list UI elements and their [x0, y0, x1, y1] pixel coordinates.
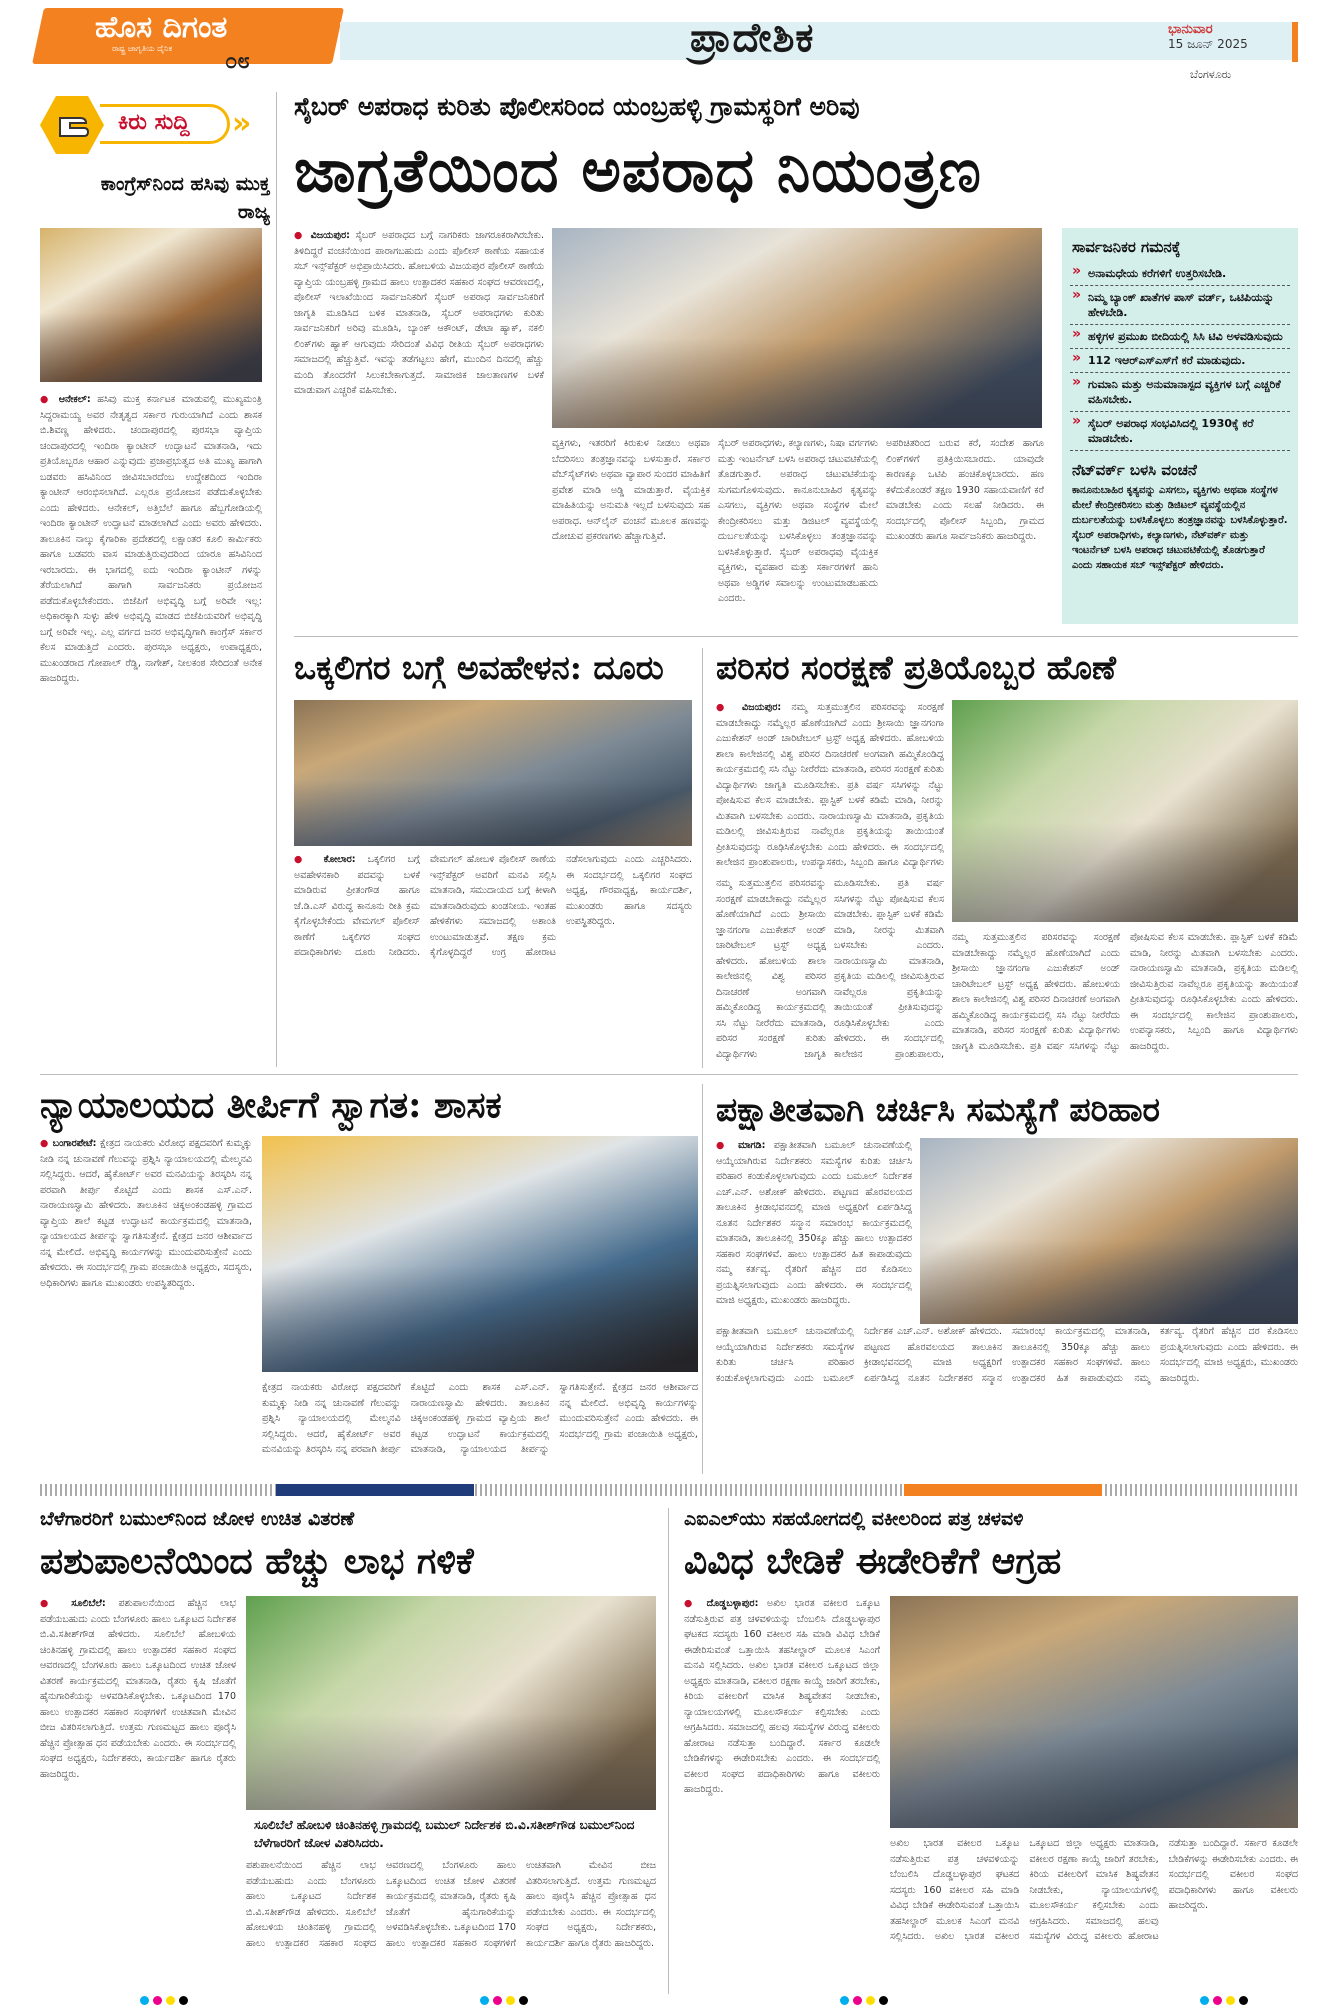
kiru-suddi-label: ಕಿರು ಸುದ್ದಿ	[118, 110, 190, 135]
notice-box	[1062, 228, 1298, 624]
section-strip	[40, 1484, 1298, 1496]
kiru-suddi-headline: ಕಾಂಗ್ರೆಸ್‌ನಿಂದ ಹಸಿವು ಮುಕ್ತ ರಾಜ್ಯ	[100, 173, 270, 223]
lead-col2: ಸೈಬರ್ ಅಪರಾಧಗಳು, ಕಲ್ಯಾಣಗಳು, ನಿಷಾ ವರ್ಗಗಳು ಮತ್ತು ಇಂಟರ್ನೆಟ್ ಬಳಸಿ ಅಪರಾಧ ಚಟುವಟಿಕೆಯಲ್ಲಿ ತೊಡಗುತ್ತಾರೆ. ಅಪರಾಧ ಚಟುವಟಿಕೆಯನ್ನು ಸುಗಮಗೊಳಿಸುವುದು. ಕಾನೂನುಬಾಹಿರ ಕೃತ್ಯವನ್ನು ಎಸಗಲು, ವ್ಯಕ್ತಿಗಳು ಅಥವಾ ಸಂಸ್ಥೆಗಳ ಮೇಲೆ ಕೇಂದ್ರೀಕರಿಸಲು ಮತ್ತು ಡಿಜಿಟಲ್ ವ್ಯವಸ್ಥೆಯಲ್ಲಿ ದುರ್ಬಲತೆಯನ್ನು ಬಳಸಿಕೊಳ್ಳಲು ತಂತ್ರಜ್ಞಾನವನ್ನು ಬಳಸಿಕೊಳ್ಳುತ್ತಾರೆ. ಸೈಬರ್ ಅಪರಾಧವು ವೈಯಕ್ತಿಕ ವ್ಯಕ್ತಿಗಳು, ವ್ಯವಹಾರ ಮತ್ತು ಸರ್ಕಾರಗಳಿಗೆ ಹಾನಿ ಅಥವಾ ಅಡ್ಡಿಗಳ ಸವಾಲನ್ನು ಉಂಟುಮಾಡಬಹುದು ಎಂದರು.	[718, 438, 878, 604]
pashupalane-body	[40, 1596, 236, 1992]
lead-col1	[294, 228, 544, 620]
column-rule	[668, 1508, 669, 1994]
lead-col4: ಅಪರಿಚಿತರಿಂದ ಬರುವ ಕರೆ, ಸಂದೇಶ ಹಾಗೂ ಲಿಂಕ್‌ಗಳಿಗೆ ಪ್ರತಿಕ್ರಿಯಿಸಬಾರದು. ಯಾವುದೇ ಕಾರಣಕ್ಕೂ ಒಟಿಪಿ ಹಂಚಿಕೊಳ್ಳಬಾರದು. ಹಣ ಕಳೆದುಕೊಂಡರೆ ತಕ್ಷಣ 1930 ಸಹಾಯವಾಣಿಗೆ ಕರೆ ಮಾಡಬೇಕು ಎಂದು ಸಲಹೆ ನೀಡಿದರು. ಈ ಸಂದರ್ಭದಲ್ಲಿ ಪೊಲೀಸ್ ಸಿಬ್ಬಂದಿ, ಗ್ರಾಮದ ಮುಖಂಡರು ಹಾಗೂ ಸಾರ್ವಜನಿಕರು ಹಾಜರಿದ್ದರು.	[886, 438, 1044, 542]
paper-name: ಹೊಸ ದಿಗಂತ	[95, 10, 228, 45]
notice-item: » ಅನಾಮಧೇಯ ಕರೆಗಳಿಗೆ ಉತ್ತರಿಸಬೇಡಿ.	[1070, 262, 1290, 286]
pashupalane-photo	[246, 1596, 656, 1810]
pointing-hand-icon	[40, 96, 104, 154]
notice-item: » 112 ಇಆರ್‌ಎಸ್‌ಎಸ್‌ಗೆ ಕರೆ ಮಾಡುವುದು.	[1070, 349, 1290, 373]
notice-box-title: ಸಾರ್ವಜನಿಕರ ಗಮನಕ್ಕೆ	[1072, 238, 1181, 256]
okkaliga-headline: ಒಕ್ಕಲಿಗರ ಬಗ್ಗೆ ಅವಹೇಳನ: ದೂರು	[294, 648, 664, 687]
parisara-body-bottom: ನಮ್ಮ ಸುತ್ತಮುತ್ತಲಿನ ಪರಿಸರವನ್ನು ಸಂರಕ್ಷಣೆ ಮಾಡಬೇಕಾದ್ದು ನಮ್ಮೆಲ್ಲರ ಹೊಣೆಯಾಗಿದೆ ಎಂದು ಶ್ರೀಸಾಯಿ ಜ್ಞಾನಗಂಗಾ ಎಜುಕೇಶನ್ ಅಂಡ್ ಚಾರಿಟೇಬಲ್ ಟ್ರಸ್ಟ್ ಅಧ್ಯಕ್ಷ ಹೇಳಿದರು. ಹೋಬಳಿಯ ಶಾಲಾ ಕಾಲೇಜಿನಲ್ಲಿ ವಿಶ್ವ ಪರಿಸರ ದಿನಾಚರಣೆ ಅಂಗವಾಗಿ ಹಮ್ಮಿಕೊಂಡಿದ್ದ ಕಾರ್ಯಕ್ರಮದಲ್ಲಿ ಸಸಿ ನೆಟ್ಟು ನೀರೆರೆದು ಮಾತನಾಡಿ, ಪರಿಸರ ಸಂರಕ್ಷಣೆ ಕುರಿತು ವಿದ್ಯಾರ್ಥಿಗಳು ಜಾಗೃತಿ ಮೂಡಿಸಬೇಕು. ಪ್ರತಿ ವರ್ಷ ಸಸಿಗಳನ್ನು ನೆಟ್ಟು ಪೋಷಿಸುವ ಕೆಲಸ ಮಾಡಬೇಕು. ಪ್ಲಾಸ್ಟಿಕ್ ಬಳಕೆ ಕಡಿಮೆ ಮಾಡಿ, ನೀರನ್ನು ಮಿತವಾಗಿ ಬಳಸಬೇಕು ಎಂದರು. ನಾರಾಯಣಸ್ವಾಮಿ ಮಾತನಾಡಿ, ಪ್ರಕೃತಿಯ ಮಡಿಲಲ್ಲಿ ಜೀವಿಸುತ್ತಿರುವ ನಾವೆಲ್ಲರೂ ಪ್ರಕೃತಿಯನ್ನು ತಾಯಿಯಂತೆ ಪ್ರೀತಿಸುವುದನ್ನು ರೂಢಿಸಿಕೊಳ್ಳಬೇಕು ಎಂದು ಹೇಳಿದರು. ಈ ಸಂದರ್ಭದಲ್ಲಿ ಕಾಲೇಜಿನ ಪ್ರಾಂಶುಪಾಲರು,	[716, 878, 944, 1060]
vakeelaru-body-bottom: ಅಖಿಲ ಭಾರತ ವಕೀಲರ ಒಕ್ಕೂಟ ನಡೆಸುತ್ತಿರುವ ಪತ್ರ ಚಳವಳಿಯನ್ನು ಬೆಂಬಲಿಸಿ ದೊಡ್ಡಬಳ್ಳಾಪುರ ಘಟಕದ ಸದಸ್ಯರು 160 ವಕೀಲರ ಸಹಿ ಮಾಡಿ ವಿವಿಧ ಬೇಡಿಕೆ ಈಡೇರಿಸುವಂತೆ ಒತ್ತಾಯಿಸಿ ತಹಸೀಲ್ದಾರ್ ಮೂಲಕ ಸಿಎಂಗೆ ಮನವಿ ಸಲ್ಲಿಸಿದರು. ಅಖಿಲ ಭಾರತ ವಕೀಲರ ಒಕ್ಕೂಟದ ಜಿಲ್ಲಾ ಅಧ್ಯಕ್ಷರು ಮಾತನಾಡಿ, ವಕೀಲರ ರಕ್ಷಣಾ ಕಾಯ್ದೆ ಜಾರಿಗೆ ತರಬೇಕು, ಕಿರಿಯ ವಕೀಲರಿಗೆ ಮಾಸಿಕ ಶಿಷ್ಯವೇತನ ನೀಡಬೇಕು, ನ್ಯಾಯಾಲಯಗಳಲ್ಲಿ ಮೂಲಸೌಕರ್ಯ ಕಲ್ಪಿಸಬೇಕು ಎಂದು ಆಗ್ರಹಿಸಿದರು. ಸಮಾಜದಲ್ಲಿ ಹಲವು ಸಮಸ್ಯೆಗಳ ವಿರುದ್ಧ ವಕೀಲರು ಹೋರಾಟ ನಡೆಸುತ್ತಾ ಬಂದಿದ್ದಾರೆ. ಸರ್ಕಾರ ಕೂಡಲೇ ಬೇಡಿಕೆಗಳನ್ನು ಈಡೇರಿಸಬೇಕು ಎಂದರು. ಈ ಸಂದರ್ಭದಲ್ಲಿ ವಕೀಲರ ಸಂಘದ ಪದಾಧಿಕಾರಿಗಳು ಹಾಗೂ ವಕೀಲರು ಹಾಜರಿದ್ದರು.	[890, 1838, 1298, 1942]
pashupalane-caption: ಸೂಲಿಬೆಲೆ ಹೋಬಳಿ ಚಿಂತಿನಹಳ್ಳಿ ಗ್ರಾಮದಲ್ಲಿ ಬಮುಲ್ ನಿರ್ದೇಶಕ ಬಿ.ವಿ.ಸತೀಶ್‌ಗೌಡ ಬಮುಲ್‌ನಿಂದ ಬೆಳೆಗಾರರಿಗೆ ಜೋಳ ವಿತರಿಸಿದರು.	[254, 1818, 635, 1850]
parisara-headline: ಪರಿಸರ ಸಂರಕ್ಷಣೆ ಪ್ರತಿಯೊಬ್ಬರ ಹೊಣೆ	[716, 648, 1117, 687]
column-rule	[702, 1084, 703, 1474]
section-title: ಪ್ರಾದೇಶಿಕ	[690, 14, 815, 61]
pakshatita-text: ಪಕ್ಷಾತೀತವಾಗಿ ಬಮೂಲ್ ಚುನಾವಣೆಯಲ್ಲಿ ಆಯ್ಕೆಯಾಗಿರುವ ನಿರ್ದೇಶಕರು ಸಮಸ್ಯೆಗಳ ಕುರಿತು ಚರ್ಚಿಸಿ ಪರಿಹಾರ ಕಂಡುಕೊಳ್ಳಲಾಗುವುದು ಎಂದು ಬಮೂಲ್ ನಿರ್ದೇಶಕ ಎಚ್.ಎನ್. ಅಶೋಕ್ ಹೇಳಿದರು. ಪಟ್ಟಣದ ಹೊರವಲಯದ ತಾಲೂಕಿನ ಕ್ರೀಡಾಭವನದಲ್ಲಿ ಮಾಜಿ ಅಧ್ಯಕ್ಷರಿಗೆ ಏರ್ಪಡಿಸಿದ್ದ ನೂತನ ನಿರ್ದೇಶಕರ ಸನ್ಮಾನ ಸಮಾರಂಭ ಕಾರ್ಯಕ್ರಮದಲ್ಲಿ ಮಾತನಾಡಿ, ತಾಲೂಕಿನಲ್ಲಿ 350ಕ್ಕೂ ಹೆಚ್ಚು ಹಾಲು ಉತ್ಪಾದಕರ ಸಹಕಾರ ಸಂಘಗಳಿವೆ. ಹಾಲು ಉತ್ಪಾದಕರ ಹಿತ ಕಾಪಾಡುವುದು ನಮ್ಮ ಕರ್ತವ್ಯ. ರೈತರಿಗೆ ಹೆಚ್ಚಿನ ದರ ಕೊಡಿಸಲು ಪ್ರಯತ್ನಿಸಲಾಗುವುದು ಎಂದು ಹೇಳಿದರು. ಈ ಸಂದರ್ಭದಲ್ಲಿ ಮಾಜಿ ಅಧ್ಯಕ್ಷರು, ಮುಖಂಡರು ಹಾಜರಿದ್ದರು.	[716, 1140, 912, 1306]
okkaliga-body	[294, 852, 692, 1062]
day: ಭಾನುವಾರ	[1168, 22, 1213, 37]
notice-box-paragraph: ಕಾನೂನುಬಾಹಿರ ಕೃತ್ಯವನ್ನು ಎಸಗಲು, ವ್ಯಕ್ತಿಗಳು ಅಥವಾ ಸಂಸ್ಥೆಗಳ ಮೇಲೆ ಕೇಂದ್ರೀಕರಿಸಲು ಮತ್ತು ಡಿಜಿಟಲ್ ವ್ಯವಸ್ಥೆಯಲ್ಲಿನ ದುರ್ಬಲತೆಯನ್ನು ಬಳಸಿಕೊಳ್ಳಲು ತಂತ್ರಜ್ಞಾನವನ್ನು ಬಳಸಿಕೊಳ್ಳುತ್ತಾರೆ. ಸೈಬರ್ ಅಪರಾಧಿಗಳು, ಕಲ್ಯಾಣಗಳು, ನೆಟ್‌ವರ್ಕ್ ಮತ್ತು ಇಂಟರ್ನೆಟ್ ಬಳಸಿ ಅಪರಾಧ ಚಟುವಟಿಕೆಯಲ್ಲಿ ತೊಡಗುತ್ತಾರೆ ಎಂದು ಸಹಾಯಕ ಸಬ್ ಇನ್ಸ್‌ಪೆಕ್ಟರ್ ಹೇಳಿದರು.	[1072, 485, 1288, 571]
lead-col1-text: ಸೈಬರ್ ಅಪರಾಧದ ಬಗ್ಗೆ ನಾಗರಿಕರು ಜಾಗರೂಕರಾಗಿರಬೇಕು. ತಿಳಿದಿದ್ದರೆ ವಂಚನೆಯಿಂದ ಪಾರಾಗಬಹುದು ಎಂದು ಪೊಲೀಸ್ ಠಾಣೆಯ ಸಹಾಯಕ ಸಬ್ ಇನ್ಸ್‌ಪೆಕ್ಟರ್ ಅಭಿಪ್ರಾಯಿಸಿದರು. ಹೋಬಳಿಯ ವಿಜಯಪುರ ಪೊಲೀಸ್ ಠಾಣೆಯ ವ್ಯಾಪ್ತಿಯ ಯಂಬ್ರಹಳ್ಳಿ ಗ್ರಾಮದ ಹಾಲು ಉತ್ಪಾದಕರ ಸಹಕಾರ ಸಂಘದ ಆವರಣದಲ್ಲಿ, ಪೊಲೀಸ್ ಇಲಾಖೆಯಿಂದ ಸಾರ್ವಜನಿಕರಿಗೆ ಸೈಬರ್ ಅಪರಾಧ ಸಾರ್ವಜನಿಕರಿಗೆ ಜಾಗೃತಿ ಮೂಡಿಸಿದ ಬಳಿಕ ಮಾತನಾಡಿ, ಸೈಬರ್ ಅಪರಾಧಗಳು ಕುರಿತು ಸಾರ್ವಜನಿಕರಿಗೆ ಅರಿವು ಮೂಡಿಸಿ, ಬ್ಯಾಂಕ್ ಆಕೌಂಟ್, ಡೇಟಾ ಹ್ಯಾಕ್, ನಕಲಿ ಲಿಂಕ್‌ಗಳು ಹ್ಯಾಕ್ ಆಗುವುದು ಸೇರಿದಂತೆ ವಿವಿಧ ರೀತಿಯ ಸೈಬರ್ ಅಪರಾಧಗಳು ಸಮಾಜದಲ್ಲಿ ಹೆಚ್ಚುತ್ತಿವೆ. ಇವನ್ನು ತಡೆಗಟ್ಟಲು ಹೇಗೆ, ಮುಂದಿನ ದಿನದಲ್ಲಿ ಹೆಚ್ಚು ಮಂದಿ ತೊಂದರೆಗೆ ಸಿಲುಕಬೇಕಾಗುತ್ತದೆ. ಸಾಮಾಜಿಕ ಜಾಲತಾಣಗಳ ಬಳಕೆ ಮಾಡುವಾಗ ಎಚ್ಚರಿಕೆ ವಹಿಸಬೇಕು.	[294, 230, 544, 396]
okkaliga-photo	[294, 700, 692, 846]
parisara-photo	[952, 700, 1298, 922]
pashupalane-dateline: ● ಸೂಲಿಬೆಲೆ:	[40, 1598, 106, 1609]
vakeelaru-headline: ವಿವಿಧ ಬೇಡಿಕೆ ಈಡೇರಿಕೆಗೆ ಆಗ್ರಹ	[684, 1540, 1062, 1582]
pashupalane-kicker: ಬೆಳೆಗಾರರಿಗೆ ಬಮುಲ್‌ನಿಂದ ಜೋಳ ಉಚಿತ ವಿತರಣೆ	[40, 1508, 355, 1530]
notice-box-subtitle: ನೆಟ್‌ವರ್ಕ್ ಬಳಸಿ ವಂಚನೆ	[1072, 461, 1197, 479]
divider	[40, 1074, 1298, 1075]
lead-col3: ವ್ಯಕ್ತಿಗಳು, ಇತರರಿಗೆ ಕಿರುಕುಳ ನೀಡಲು ಅಥವಾ ಬೆದರಿಸಲು ತಂತ್ರಜ್ಞಾನವನ್ನು ಬಳಸುತ್ತಾರೆ. ಸರ್ಕಾರ ವೆಬ್‌ಸೈಟ್‌ಗಳು ಅಥವಾ ವ್ಯಾಪಾರ ಸುಂದರ ಮಾಹಿತಿಗೆ ಪ್ರವೇಶ ಮಾಡಿ ಅಡ್ಡಿ ಮಾಡುತ್ತಾರೆ. ವೈಯಕ್ತಿಕ ಮಾಹಿತಿಯನ್ನು ಅನುಮತಿ ಇಲ್ಲದೆ ಬಳಸುವುದು ಸಹ ಅಪರಾಧ. ಆನ್‌ಲೈನ್ ವಂಚನೆ ಮೂಲಕ ಹಣವನ್ನು ದೋಚುವ ಪ್ರಕರಣಗಳು ಹೆಚ್ಚಾಗುತ್ತಿವೆ.	[552, 438, 710, 542]
color-registration-marks	[140, 1996, 188, 2005]
kiru-suddi-text: ಹಸಿವು ಮುಕ್ತ ಕರ್ನಾಟಕ ಮಾಡುವಲ್ಲಿ ಮುಖ್ಯಮಂತ್ರಿ ಸಿದ್ದರಾಮಯ್ಯ ಅವರ ನೇತೃತ್ವದ ಸರ್ಕಾರ ಗುರುಯಾಗಿದೆ ಎಂದು ಶಾಸಕ ಬಿ.ಶಿವಣ್ಣ ಹೇಳಿದರು. ಚಂದಾಪುರದಲ್ಲಿ ಪುರಸಭಾ ವ್ಯಾಪ್ತಿಯ ಚಂದಾಪುರದಲ್ಲಿ ಇಂದಿರಾ ಕ್ಯಾಂಟೀನ್ ಉದ್ಘಾಟನೆ ಮಾತನಾಡಿ, ಇದು ಪ್ರತಿಯೊಬ್ಬರೂ ಆಹಾರ ಎನ್ನುವುದು ಪ್ರಜಾಪ್ರಭುತ್ವದ ಅತಿ ಮುಖ್ಯ ಹಾಗಾಗಿ ಬಡವರು ಹಸಿವಿನಿಂದ ಜೀವಿಸಬಾರದೆಂಬ ಉದ್ದೇಶದಿಂದ ಇಂದಿರಾ ಕ್ಯಾಂಟೀನ್ ಆರಂಭಿಸಲಾಗಿದೆ. ಎಲ್ಲರೂ ಪ್ರಯೋಜನ ಪಡೆದುಕೊಳ್ಳಬೇಕು ಎಂದು ಹೇಳಿದರು. ಆನೇಕಲ್, ಅತ್ತಿಬೆಲೆ ಹಾಗೂ ಹೆಬ್ಬಗೋಡಿಯಲ್ಲಿ ಇಂದಿರಾ ಕ್ಯಾಂಟೀನ್ ಉದ್ಘಾಟನೆ ಮಾಡಲಾಗಿದೆ ಎಂದು ಅವರು ಹೇಳಿದರು. ತಾಲೂಕಿನ ನಾಲ್ಕು ಕೈಗಾರಿಕಾ ಪ್ರದೇಶದಲ್ಲಿ ಲಕ್ಷಾಂತರ ಕೂಲಿ ಕಾರ್ಮಿಕರು ಹಾಗೂ ಬಡವರು ವಾಸ ಮಾಡುತ್ತಿರುವುದರಿಂದ ಯಾರೂ ಹಸಿವಿನಿಂದ ಇರಬಾರದು. ಈ ಭಾಗದಲ್ಲಿ ಐದು ಇಂದಿರಾ ಕ್ಯಾಂಟೀನ್ ಗಳನ್ನು ತೆರೆಯಲಾಗಿದೆ ಹಾಗಾಗಿ ಸಾರ್ವಜನಿಕರು ಪ್ರಯೋಜನ ಪಡೆದುಕೊಳ್ಳಬೇಕೆಂದರು. ಬಿಜೆಪಿಗೆ ಅಭಿವೃದ್ಧಿ ಬಗ್ಗೆ ಅರಿವೇ ಇಲ್ಲ: ಅಧಿಕಾರಕ್ಕಾಗಿ ಸುಳ್ಳು ಹೇಳಿ ಅಭಿವೃದ್ಧಿ ಮಾಡದ ಬಿಜೆಪಿಯವರಿಗೆ ಅಭಿವೃದ್ಧಿ ಬಗ್ಗೆ ಅರಿವೇ ಇಲ್ಲ. ಎಲ್ಲ ವರ್ಗದ ಜನರ ಅಭಿವೃದ್ಧಿಗಾಗಿ ಕಾಂಗ್ರೆಸ್ ಸರ್ಕಾರ ಕೆಲಸ ಮಾಡುತ್ತಿದೆ ಎಂದರು. ಪುರಸಭಾ ಅಧ್ಯಕ್ಷರು, ಉಪಾಧ್ಯಕ್ಷರು, ಮುಖಂಡರಾದ ಗೋಪಾಲ್ ರೆಡ್ಡಿ, ನಾಗೇಶ್, ನೀಲಕಂಠ ಸೇರಿದಂತೆ ಅನೇಕ ಹಾಜರಿದ್ದರು.	[40, 394, 262, 684]
nyayalaya-text: ಕ್ಷೇತ್ರದ ನಾಯಕರು ವಿರೋಧ ಪಕ್ಷದವರಿಗೆ ಕುಮ್ಮಕ್ಕು ನೀಡಿ ನನ್ನ ಚುನಾವಣೆ ಗೆಲುವನ್ನು ಪ್ರಶ್ನಿಸಿ ನ್ಯಾಯಾಲಯದಲ್ಲಿ ಮೇಲ್ಮನವಿ ಸಲ್ಲಿಸಿದ್ದರು. ಆದರೆ, ಹೈಕೋರ್ಟ್ ಅವರ ಮನವಿಯನ್ನು ತಿರಸ್ಕರಿಸಿ ನನ್ನ ಪರವಾಗಿ ತೀರ್ಪು ಕೊಟ್ಟಿದೆ ಎಂದು ಶಾಸಕ ಎಸ್.ಎನ್. ನಾರಾಯಣಸ್ವಾಮಿ ಹೇಳಿದರು. ತಾಲೂಕಿನ ಚಿಕ್ಕಅಂಕಂಡಹಳ್ಳಿ ಗ್ರಾಮದ ವ್ಯಾಪ್ತಿಯ ಶಾಲೆ ಕಟ್ಟಡ ಉದ್ಘಾಟನೆ ಕಾರ್ಯಕ್ರಮದಲ್ಲಿ ಮಾತನಾಡಿ, ನ್ಯಾಯಾಲಯದ ತೀರ್ಪನ್ನು ಸ್ವಾಗತಿಸುತ್ತೇನೆ. ಕ್ಷೇತ್ರದ ಜನರ ಆಶೀರ್ವಾದ ನನ್ನ ಮೇಲಿದೆ. ಅಭಿವೃದ್ಧಿ ಕಾರ್ಯಗಳನ್ನು ಮುಂದುವರಿಸುತ್ತೇನೆ ಎಂದು ಹೇಳಿದರು. ಈ ಸಂದರ್ಭದಲ್ಲಿ ಗ್ರಾಮ ಪಂಚಾಯಿತಿ ಅಧ್ಯಕ್ಷರು, ಸದಸ್ಯರು, ಅಧಿಕಾರಿಗಳು ಹಾಗೂ ಮುಖಂಡರು ಉಪಸ್ಥಿತರಿದ್ದರು.	[40, 1138, 252, 1289]
column-rule	[702, 648, 703, 1068]
lead-dateline: ● ವಿಜಯಪುರ:	[294, 230, 350, 241]
vakeelaru-body	[684, 1596, 880, 1992]
parisara-body-top	[716, 700, 944, 870]
strip-accent-orange	[904, 1484, 1102, 1496]
pashupalane-headline: ಪಶುಪಾಲನೆಯಿಂದ ಹೆಚ್ಚು ಲಾಭ ಗಳಿಕೆ	[40, 1540, 474, 1582]
paper-tagline: ರಾಷ್ಟ್ರ ಜಾಗೃತಿಯ ದೈನಿಕ	[112, 44, 173, 53]
section-band	[340, 22, 1298, 60]
pakshatita-headline: ಪಕ್ಷಾತೀತವಾಗಿ ಚರ್ಚಿಸಿ ಸಮಸ್ಯೆಗೆ ಪರಿಹಾರ	[716, 1090, 1160, 1129]
pakshatita-body-bottom: ಪಕ್ಷಾತೀತವಾಗಿ ಬಮೂಲ್ ಚುನಾವಣೆಯಲ್ಲಿ ಆಯ್ಕೆಯಾಗಿರುವ ನಿರ್ದೇಶಕರು ಸಮಸ್ಯೆಗಳ ಕುರಿತು ಚರ್ಚಿಸಿ ಪರಿಹಾರ ಕಂಡುಕೊಳ್ಳಲಾಗುವುದು ಎಂದು ಬಮೂಲ್ ನಿರ್ದೇಶಕ ಎಚ್.ಎನ್. ಅಶೋಕ್ ಹೇಳಿದರು. ಪಟ್ಟಣದ ಹೊರವಲಯದ ತಾಲೂಕಿನ ಕ್ರೀಡಾಭವನದಲ್ಲಿ ಮಾಜಿ ಅಧ್ಯಕ್ಷರಿಗೆ ಏರ್ಪಡಿಸಿದ್ದ ನೂತನ ನಿರ್ದೇಶಕರ ಸನ್ಮಾನ ಸಮಾರಂಭ ಕಾರ್ಯಕ್ರಮದಲ್ಲಿ ಮಾತನಾಡಿ, ತಾಲೂಕಿನಲ್ಲಿ 350ಕ್ಕೂ ಹೆಚ್ಚು ಹಾಲು ಉತ್ಪಾದಕರ ಸಹಕಾರ ಸಂಘಗಳಿವೆ. ಹಾಲು ಉತ್ಪಾದಕರ ಹಿತ ಕಾಪಾಡುವುದು ನಮ್ಮ ಕರ್ತವ್ಯ. ರೈತರಿಗೆ ಹೆಚ್ಚಿನ ದರ ಕೊಡಿಸಲು ಪ್ರಯತ್ನಿಸಲಾಗುವುದು ಎಂದು ಹೇಳಿದರು. ಈ ಸಂದರ್ಭದಲ್ಲಿ ಮಾಜಿ ಅಧ್ಯಕ್ಷರು, ಮುಖಂಡರು ಹಾಜರಿದ್ದರು.	[716, 1326, 1298, 1384]
page-number: ೦೮	[225, 48, 250, 74]
notice-item: » ಸೈಬರ್ ಅಪರಾಧ ಸಂಭವಿಸಿದಲ್ಲಿ 1930ಕ್ಕೆ ಕರೆ ಮಾಡಬೇಕು.	[1070, 412, 1290, 451]
vakeelaru-kicker: ಎಐಎಲ್‌ಯು ಸಹಯೋಗದಲ್ಲಿ ವಕೀಲರಿಂದ ಪತ್ರ ಚಳವಳಿ	[684, 1508, 1024, 1530]
parisara-body-right: ನಮ್ಮ ಸುತ್ತಮುತ್ತಲಿನ ಪರಿಸರವನ್ನು ಸಂರಕ್ಷಣೆ ಮಾಡಬೇಕಾದ್ದು ನಮ್ಮೆಲ್ಲರ ಹೊಣೆಯಾಗಿದೆ ಎಂದು ಶ್ರೀಸಾಯಿ ಜ್ಞಾನಗಂಗಾ ಎಜುಕೇಶನ್ ಅಂಡ್ ಚಾರಿಟೇಬಲ್ ಟ್ರಸ್ಟ್ ಅಧ್ಯಕ್ಷ ಹೇಳಿದರು. ಹೋಬಳಿಯ ಶಾಲಾ ಕಾಲೇಜಿನಲ್ಲಿ ವಿಶ್ವ ಪರಿಸರ ದಿನಾಚರಣೆ ಅಂಗವಾಗಿ ಹಮ್ಮಿಕೊಂಡಿದ್ದ ಕಾರ್ಯಕ್ರಮದಲ್ಲಿ ಸಸಿ ನೆಟ್ಟು ನೀರೆರೆದು ಮಾತನಾಡಿ, ಪರಿಸರ ಸಂರಕ್ಷಣೆ ಕುರಿತು ವಿದ್ಯಾರ್ಥಿಗಳು ಜಾಗೃತಿ ಮೂಡಿಸಬೇಕು. ಪ್ರತಿ ವರ್ಷ ಸಸಿಗಳನ್ನು ನೆಟ್ಟು ಪೋಷಿಸುವ ಕೆಲಸ ಮಾಡಬೇಕು. ಪ್ಲಾಸ್ಟಿಕ್ ಬಳಕೆ ಕಡಿಮೆ ಮಾಡಿ, ನೀರನ್ನು ಮಿತವಾಗಿ ಬಳಸಬೇಕು ಎಂದರು. ನಾರಾಯಣಸ್ವಾಮಿ ಮಾತನಾಡಿ, ಪ್ರಕೃತಿಯ ಮಡಿಲಲ್ಲಿ ಜೀವಿಸುತ್ತಿರುವ ನಾವೆಲ್ಲರೂ ಪ್ರಕೃತಿಯನ್ನು ತಾಯಿಯಂತೆ ಪ್ರೀತಿಸುವುದನ್ನು ರೂಢಿಸಿಕೊಳ್ಳಬೇಕು ಎಂದು ಹೇಳಿದರು. ಈ ಸಂದರ್ಭದಲ್ಲಿ ಕಾಲೇಜಿನ ಪ್ರಾಂಶುಪಾಲರು, ಉಪನ್ಯಾಸಕರು, ಸಿಬ್ಬಂದಿ ಹಾಗೂ ವಿದ್ಯಾರ್ಥಿಗಳು ಹಾಜರಿದ್ದರು.	[952, 932, 1298, 1052]
kiru-suddi-dateline: ● ಆನೇಕಲ್‌:	[40, 394, 91, 405]
nyayalaya-body-bottom: ಕ್ಷೇತ್ರದ ನಾಯಕರು ವಿರೋಧ ಪಕ್ಷದವರಿಗೆ ಕುಮ್ಮಕ್ಕು ನೀಡಿ ನನ್ನ ಚುನಾವಣೆ ಗೆಲುವನ್ನು ಪ್ರಶ್ನಿಸಿ ನ್ಯಾಯಾಲಯದಲ್ಲಿ ಮೇಲ್ಮನವಿ ಸಲ್ಲಿಸಿದ್ದರು. ಆದರೆ, ಹೈಕೋರ್ಟ್ ಅವರ ಮನವಿಯನ್ನು ತಿರಸ್ಕರಿಸಿ ನನ್ನ ಪರವಾಗಿ ತೀರ್ಪು ಕೊಟ್ಟಿದೆ ಎಂದು ಶಾಸಕ ಎಸ್.ಎನ್. ನಾರಾಯಣಸ್ವಾಮಿ ಹೇಳಿದರು. ತಾಲೂಕಿನ ಚಿಕ್ಕಅಂಕಂಡಹಳ್ಳಿ ಗ್ರಾಮದ ವ್ಯಾಪ್ತಿಯ ಶಾಲೆ ಕಟ್ಟಡ ಉದ್ಘಾಟನೆ ಕಾರ್ಯಕ್ರಮದಲ್ಲಿ ಮಾತನಾಡಿ, ನ್ಯಾಯಾಲಯದ ತೀರ್ಪನ್ನು ಸ್ವಾಗತಿಸುತ್ತೇನೆ. ಕ್ಷೇತ್ರದ ಜನರ ಆಶೀರ್ವಾದ ನನ್ನ ಮೇಲಿದೆ. ಅಭಿವೃದ್ಧಿ ಕಾರ್ಯಗಳನ್ನು ಮುಂದುವರಿಸುತ್ತೇನೆ ಎಂದು ಹೇಳಿದರು. ಈ ಸಂದರ್ಭದಲ್ಲಿ ಗ್ರಾಮ ಪಂಚಾಯಿತಿ ಅಧ್ಯಕ್ಷರು,	[262, 1382, 698, 1455]
nyayalaya-headline: ನ್ಯಾಯಾಲಯದ ತೀರ್ಪಿಗೆ ಸ್ವಾಗತ: ಶಾಸಕ	[40, 1084, 502, 1126]
okkaliga-text: ಒಕ್ಕಲಿಗರ ಬಗ್ಗೆ ಅವಹೇಳನಕಾರಿ ಪದವನ್ನು ಬಳಕೆ ಮಾಡಿರುವ ಪ್ರೀತಂಗೌಡ ಹಾಗೂ ಜೆ.ಡಿ.ಎಸ್ ವಿರುದ್ಧ ಕಾನೂನು ರೀತಿ ಕ್ರಮ ಕೈಗೊಳ್ಳಬೇಕೆಂದು ವೇಮಗಲ್ ಪೊಲೀಸ್ ಠಾಣೆಗೆ ಒಕ್ಕಲಿಗರ ಸಂಘದ ಪದಾಧಿಕಾರಿಗಳು ದೂರು ನೀಡಿದರು. ವೇಮಗಲ್ ಹೋಬಳಿ ಪೊಲೀಸ್ ಠಾಣೆಯ ಇನ್ಸ್‌ಪೆಕ್ಟರ್ ಅವರಿಗೆ ಮನವಿ ಸಲ್ಲಿಸಿ ಮಾತನಾಡಿ, ಸಮುದಾಯದ ಬಗ್ಗೆ ಕೀಳಾಗಿ ಮಾತನಾಡಿರುವುದು ಖಂಡನೀಯ. ಇಂತಹ ಹೇಳಿಕೆಗಳು ಸಮಾಜದಲ್ಲಿ ಅಶಾಂತಿ ಉಂಟುಮಾಡುತ್ತವೆ. ತಕ್ಷಣ ಕ್ರಮ ಕೈಗೊಳ್ಳದಿದ್ದರೆ ಉಗ್ರ ಹೋರಾಟ ನಡೆಸಲಾಗುವುದು ಎಂದು ಎಚ್ಚರಿಸಿದರು. ಈ ಸಂದರ್ಭದಲ್ಲಿ ಒಕ್ಕಲಿಗರ ಸಂಘದ ಅಧ್ಯಕ್ಷ, ಗೌರವಾಧ್ಯಕ್ಷ, ಕಾರ್ಯದರ್ಶಿ, ಮುಖಂಡರು ಹಾಗೂ ಸದಸ್ಯರು ಉಪಸ್ಥಿತರಿದ್ದರು.	[294, 854, 692, 958]
strip-accent-blue	[276, 1484, 474, 1496]
date-box	[1168, 22, 1298, 62]
pakshatita-photo	[920, 1138, 1298, 1324]
kiru-suddi-body	[40, 392, 262, 1056]
nyayalaya-body	[40, 1136, 252, 1472]
kiru-suddi-photo	[40, 228, 262, 382]
notice-item: » ನಿಮ್ಮ ಬ್ಯಾಂಕ್ ಖಾತೆಗಳ ಪಾಸ್ ವರ್ಡ್, ಒಟಿಪಿಯನ್ನು ಹೇಳಬೇಡಿ.	[1070, 286, 1290, 325]
notice-item: » ಹಳ್ಳಿಗಳ ಪ್ರಮುಖ ಬೀದಿಯಲ್ಲಿ ಸಿಸಿ ಟಿವಿ ಅಳವಡಿಸುವುದು	[1070, 325, 1290, 349]
nyayalaya-dateline: ● ಬಂಗಾರಪೇಟೆ:	[40, 1138, 96, 1149]
color-registration-marks	[840, 1996, 888, 2005]
color-registration-marks	[480, 1996, 528, 2005]
date: 15 ಜೂನ್ 2025	[1168, 37, 1248, 51]
chevron-right-icon: »	[232, 106, 252, 141]
parisara-dateline: ● ವಿಜಯಪುರ:	[716, 702, 781, 713]
lead-kicker: ಸೈಬರ್ ಅಪರಾಧ ಕುರಿತು ಪೊಲೀಸರಿಂದ ಯಂಬ್ರಹಳ್ಳಿ ಗ್ರಾಮಸ್ಥರಿಗೆ ಅರಿವು	[294, 92, 860, 121]
pakshatita-body	[716, 1138, 912, 1316]
vakeelaru-dateline: ● ದೊಡ್ಡಬಳ್ಳಾಪುರ:	[684, 1598, 758, 1609]
lead-photo	[552, 228, 1042, 428]
lead-headline: ಜಾಗ್ರತೆಯಿಂದ ಅಪರಾಧ ನಿಯಂತ್ರಣ	[294, 136, 982, 206]
pashupalane-body-bottom: ಪಶುಪಾಲನೆಯಿಂದ ಹೆಚ್ಚಿನ ಲಾಭ ಪಡೆಯಬಹುದು ಎಂದು ಬೆಂಗಳೂರು ಹಾಲು ಒಕ್ಕೂಟದ ನಿರ್ದೇಶಕ ಬಿ.ವಿ.ಸತೀಶ್‌ಗೌಡ ಹೇಳಿದರು. ಸೂಲಿಬೆಲೆ ಹೋಬಳಿಯ ಚಿಂತಿನಹಳ್ಳಿ ಗ್ರಾಮದಲ್ಲಿ ಹಾಲು ಉತ್ಪಾದಕರ ಸಹಕಾರ ಸಂಘದ ಆವರಣದಲ್ಲಿ ಬೆಂಗಳೂರು ಹಾಲು ಒಕ್ಕೂಟದಿಂದ ಉಚಿತ ಜೋಳ ವಿತರಣೆ ಕಾರ್ಯಕ್ರಮದಲ್ಲಿ ಮಾತನಾಡಿ, ರೈತರು ಕೃಷಿ ಜೊತೆಗೆ ಹೈನುಗಾರಿಕೆಯನ್ನು ಅಳವಡಿಸಿಕೊಳ್ಳಬೇಕು. ಒಕ್ಕೂಟದಿಂದ 170 ಹಾಲು ಉತ್ಪಾದಕರ ಸಹಕಾರ ಸಂಘಗಳಿಗೆ ಉಚಿತವಾಗಿ ಮೇವಿನ ಬೀಜ ವಿತರಿಸಲಾಗುತ್ತಿದೆ. ಉತ್ತಮ ಗುಣಮಟ್ಟದ ಹಾಲು ಪೂರೈಸಿ ಹೆಚ್ಚಿನ ಪ್ರೋತ್ಸಾಹ ಧನ ಪಡೆಯಬೇಕು ಎಂದರು. ಈ ಸಂದರ್ಭದಲ್ಲಿ ಸಂಘದ ಅಧ್ಯಕ್ಷರು, ನಿರ್ದೇಶಕರು, ಕಾರ್ಯದರ್ಶಿ ಹಾಗೂ ರೈತರು ಹಾಜರಿದ್ದರು.	[246, 1860, 656, 1949]
city: ಬೆಂಗಳೂರು	[1190, 68, 1232, 81]
okkaliga-dateline: ● ಕೋಲಾರ:	[294, 854, 356, 865]
parisara-text: ನಮ್ಮ ಸುತ್ತಮುತ್ತಲಿನ ಪರಿಸರವನ್ನು ಸಂರಕ್ಷಣೆ ಮಾಡಬೇಕಾದ್ದು ನಮ್ಮೆಲ್ಲರ ಹೊಣೆಯಾಗಿದೆ ಎಂದು ಶ್ರೀಸಾಯಿ ಜ್ಞಾನಗಂಗಾ ಎಜುಕೇಶನ್ ಅಂಡ್ ಚಾರಿಟೇಬಲ್ ಟ್ರಸ್ಟ್ ಅಧ್ಯಕ್ಷ ಹೇಳಿದರು. ಹೋಬಳಿಯ ಶಾಲಾ ಕಾಲೇಜಿನಲ್ಲಿ ವಿಶ್ವ ಪರಿಸರ ದಿನಾಚರಣೆ ಅಂಗವಾಗಿ ಹಮ್ಮಿಕೊಂಡಿದ್ದ ಕಾರ್ಯಕ್ರಮದಲ್ಲಿ ಸಸಿ ನೆಟ್ಟು ನೀರೆರೆದು ಮಾತನಾಡಿ, ಪರಿಸರ ಸಂರಕ್ಷಣೆ ಕುರಿತು ವಿದ್ಯಾರ್ಥಿಗಳು ಜಾಗೃತಿ ಮೂಡಿಸಬೇಕು. ಪ್ರತಿ ವರ್ಷ ಸಸಿಗಳನ್ನು ನೆಟ್ಟು ಪೋಷಿಸುವ ಕೆಲಸ ಮಾಡಬೇಕು. ಪ್ಲಾಸ್ಟಿಕ್ ಬಳಕೆ ಕಡಿಮೆ ಮಾಡಿ, ನೀರನ್ನು ಮಿತವಾಗಿ ಬಳಸಬೇಕು ಎಂದರು. ನಾರಾಯಣಸ್ವಾಮಿ ಮಾತನಾಡಿ, ಪ್ರಕೃತಿಯ ಮಡಿಲಲ್ಲಿ ಜೀವಿಸುತ್ತಿರುವ ನಾವೆಲ್ಲರೂ ಪ್ರಕೃತಿಯನ್ನು ತಾಯಿಯಂತೆ ಪ್ರೀತಿಸುವುದನ್ನು ರೂಢಿಸಿಕೊಳ್ಳಬೇಕು ಎಂದು ಹೇಳಿದರು. ಈ ಸಂದರ್ಭದಲ್ಲಿ ಕಾಲೇಜಿನ ಪ್ರಾಂಶುಪಾಲರು, ಉಪನ್ಯಾಸಕರು, ಸಿಬ್ಬಂದಿ ಹಾಗೂ ವಿದ್ಯಾರ್ಥಿಗಳು	[716, 702, 944, 868]
pashupalane-text: ಪಶುಪಾಲನೆಯಿಂದ ಹೆಚ್ಚಿನ ಲಾಭ ಪಡೆಯಬಹುದು ಎಂದು ಬೆಂಗಳೂರು ಹಾಲು ಒಕ್ಕೂಟದ ನಿರ್ದೇಶಕ ಬಿ.ವಿ.ಸತೀಶ್‌ಗೌಡ ಹೇಳಿದರು. ಸೂಲಿಬೆಲೆ ಹೋಬಳಿಯ ಚಿಂತಿನಹಳ್ಳಿ ಗ್ರಾಮದಲ್ಲಿ ಹಾಲು ಉತ್ಪಾದಕರ ಸಹಕಾರ ಸಂಘದ ಆವರಣದಲ್ಲಿ ಬೆಂಗಳೂರು ಹಾಲು ಒಕ್ಕೂಟದಿಂದ ಉಚಿತ ಜೋಳ ವಿತರಣೆ ಕಾರ್ಯಕ್ರಮದಲ್ಲಿ ಮಾತನಾಡಿ, ರೈತರು ಕೃಷಿ ಜೊತೆಗೆ ಹೈನುಗಾರಿಕೆಯನ್ನು ಅಳವಡಿಸಿಕೊಳ್ಳಬೇಕು. ಒಕ್ಕೂಟದಿಂದ 170 ಹಾಲು ಉತ್ಪಾದಕರ ಸಹಕಾರ ಸಂಘಗಳಿಗೆ ಉಚಿತವಾಗಿ ಮೇವಿನ ಬೀಜ ವಿತರಿಸಲಾಗುತ್ತಿದೆ. ಉತ್ತಮ ಗುಣಮಟ್ಟದ ಹಾಲು ಪೂರೈಸಿ ಹೆಚ್ಚಿನ ಪ್ರೋತ್ಸಾಹ ಧನ ಪಡೆಯಬೇಕು ಎಂದರು. ಈ ಸಂದರ್ಭದಲ್ಲಿ ಸಂಘದ ಅಧ್ಯಕ್ಷರು, ನಿರ್ದೇಶಕರು, ಕಾರ್ಯದರ್ಶಿ ಹಾಗೂ ರೈತರು ಹಾಜರಿದ್ದರು.	[40, 1598, 236, 1780]
column-rule	[276, 92, 277, 1067]
vakeelaru-text: ಅಖಿಲ ಭಾರತ ವಕೀಲರ ಒಕ್ಕೂಟ ನಡೆಸುತ್ತಿರುವ ಪತ್ರ ಚಳವಳಿಯನ್ನು ಬೆಂಬಲಿಸಿ ದೊಡ್ಡಬಳ್ಳಾಪುರ ಘಟಕದ ಸದಸ್ಯರು 160 ವಕೀಲರ ಸಹಿ ಮಾಡಿ ವಿವಿಧ ಬೇಡಿಕೆ ಈಡೇರಿಸುವಂತೆ ಒತ್ತಾಯಿಸಿ ತಹಸೀಲ್ದಾರ್ ಮೂಲಕ ಸಿಎಂಗೆ ಮನವಿ ಸಲ್ಲಿಸಿದರು. ಅಖಿಲ ಭಾರತ ವಕೀಲರ ಒಕ್ಕೂಟದ ಜಿಲ್ಲಾ ಅಧ್ಯಕ್ಷರು ಮಾತನಾಡಿ, ವಕೀಲರ ರಕ್ಷಣಾ ಕಾಯ್ದೆ ಜಾರಿಗೆ ತರಬೇಕು, ಕಿರಿಯ ವಕೀಲರಿಗೆ ಮಾಸಿಕ ಶಿಷ್ಯವೇತನ ನೀಡಬೇಕು, ನ್ಯಾಯಾಲಯಗಳಲ್ಲಿ ಮೂಲಸೌಕರ್ಯ ಕಲ್ಪಿಸಬೇಕು ಎಂದು ಆಗ್ರಹಿಸಿದರು. ಸಮಾಜದಲ್ಲಿ ಹಲವು ಸಮಸ್ಯೆಗಳ ವಿರುದ್ಧ ವಕೀಲರು ಹೋರಾಟ ನಡೆಸುತ್ತಾ ಬಂದಿದ್ದಾರೆ. ಸರ್ಕಾರ ಕೂಡಲೇ ಬೇಡಿಕೆಗಳನ್ನು ಈಡೇರಿಸಬೇಕು ಎಂದರು. ಈ ಸಂದರ್ಭದಲ್ಲಿ ವಕೀಲರ ಸಂಘದ ಪದಾಧಿಕಾರಿಗಳು ಹಾಗೂ ವಕೀಲರು ಹಾಜರಿದ್ದರು.	[684, 1598, 880, 1795]
divider	[294, 636, 1298, 637]
nyayalaya-photo	[262, 1136, 698, 1372]
notice-item: » ಗುಮಾನಿ ಮತ್ತು ಅನುಮಾನಾಸ್ಪದ ವ್ಯಕ್ತಿಗಳ ಬಗ್ಗೆ ಎಚ್ಚರಿಕೆ ವಹಿಸಬೇಕು.	[1070, 373, 1290, 412]
vakeelaru-photo	[890, 1596, 1298, 1828]
color-registration-marks	[1200, 1996, 1248, 2005]
pakshatita-dateline: ● ಮಾಗಡಿ:	[716, 1140, 765, 1151]
